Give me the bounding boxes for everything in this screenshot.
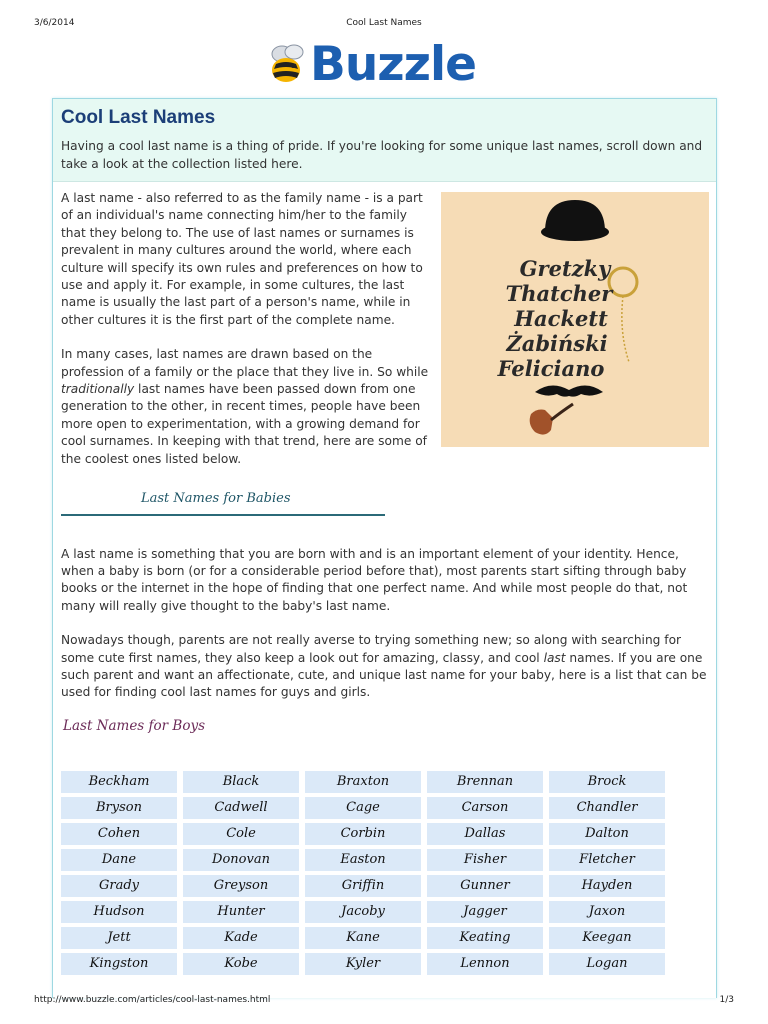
name-cell: Cole [183, 823, 299, 845]
name-cell: Logan [549, 953, 665, 975]
name-cell: Beckham [61, 771, 177, 793]
article-body [53, 182, 716, 735]
print-url: http://www.buzzle.com/articles/cool-last-names.html [34, 995, 271, 1005]
logo-wordmark: Buzzle [310, 37, 476, 92]
name-cell: Jagger [427, 901, 543, 923]
name-cell: Dalton [549, 823, 665, 845]
name-cell: Kane [305, 927, 421, 949]
name-cell: Chandler [549, 797, 665, 819]
name-cell: Kade [183, 927, 299, 949]
name-cell: Bryson [61, 797, 177, 819]
name-cell: Brock [549, 771, 665, 793]
name-cell: Black [183, 771, 299, 793]
name-cell: Greyson [183, 875, 299, 897]
print-date: 3/6/2014 [34, 18, 75, 28]
name-cell: Keating [427, 927, 543, 949]
hero-name-5: Feliciano [497, 356, 605, 381]
name-cell: Kobe [183, 953, 299, 975]
hero-name-4: Żabiński [506, 331, 608, 356]
name-cell: Dane [61, 849, 177, 871]
name-cell: Gunner [427, 875, 543, 897]
name-cell: Brennan [427, 771, 543, 793]
article-title: Cool Last Names [61, 107, 216, 128]
boys-names-table [61, 771, 671, 975]
name-cell: Easton [305, 849, 421, 871]
article-header [53, 99, 716, 182]
section-heading-babies: Last Names for Babies [61, 490, 385, 515]
name-cell: Cohen [61, 823, 177, 845]
name-cell: Donovan [183, 849, 299, 871]
name-cell: Jaxon [549, 901, 665, 923]
print-header [0, 18, 768, 32]
name-cell: Corbin [305, 823, 421, 845]
name-cell: Braxton [305, 771, 421, 793]
name-cell: Kyler [305, 953, 421, 975]
paragraph-4: Nowadays though, parents are not really averse to trying something new; so along with searching for some cute first names, they also keep a look out for amazing, classy, and cool last names. If you are one such parent and want an affectionate, cute, and unique last name for your baby, here is a list that can be used for finding cool last names for guys and girls. [61, 633, 707, 700]
subheading-boys: Last Names for Boys [63, 717, 206, 734]
name-cell: Hunter [183, 901, 299, 923]
paragraph-1: A last name - also referred to as the family name - is a part of an individual's name connecting him/her to the family that they belong to. The use of last names or surnames is prevalent in many cultures around the world, where each culture will specify its own rules and preferences on how to use and apply it. For example, in some cultures, the last name is usually the last part of a person's name, while in other cultures it is the first part of the complete name. [61, 191, 423, 327]
name-cell: Hayden [549, 875, 665, 897]
hero-name-2: Thatcher [505, 281, 613, 306]
paragraph-3: A last name is something that you are born with and is an important element of your identity. Hence, when a baby is born (or for a considerable period before that), most parents start sifting through baby books or the internet in the hope of finding that one perfect name. And while most people do that, not many will really give thought to the baby's last name. [61, 546, 688, 613]
name-cell: Fletcher [549, 849, 665, 871]
buzzle-logo[interactable] [268, 37, 476, 92]
article-intro: Having a cool last name is a thing of pride. If you're looking for some unique last names, scroll down and take a look at the collection listed here. [61, 139, 703, 171]
paragraph-2: In many cases, last names are drawn based on the profession of a family or the place that they live in. So while traditionally last names have been passed down from one generation to the other, in recent times, people have been more open to experimentation, with a growing demand for cool surnames. In keeping with that trend, here are some of the coolest ones listed below. [61, 347, 429, 466]
hero-illustration [441, 192, 709, 447]
name-cell: Griffin [305, 875, 421, 897]
name-cell: Hudson [61, 901, 177, 923]
name-cell: Cadwell [183, 797, 299, 819]
emphasis-last: last [543, 650, 566, 665]
name-cell: Fisher [427, 849, 543, 871]
bee-icon [268, 42, 314, 88]
name-cell: Lennon [427, 953, 543, 975]
name-cell: Cage [305, 797, 421, 819]
name-cell: Jacoby [305, 901, 421, 923]
name-cell: Keegan [549, 927, 665, 949]
name-cell: Dallas [427, 823, 543, 845]
print-title: Cool Last Names [346, 18, 422, 28]
emphasis-traditionally: traditionally [61, 382, 135, 397]
name-cell: Jett [61, 927, 177, 949]
page-number: 1/3 [719, 995, 734, 1005]
name-cell: Carson [427, 797, 543, 819]
name-cell: Grady [61, 875, 177, 897]
hero-name-1: Gretzky [519, 256, 611, 281]
name-cell: Kingston [61, 953, 177, 975]
hero-name-3: Hackett [514, 306, 608, 331]
article-card [52, 98, 717, 998]
